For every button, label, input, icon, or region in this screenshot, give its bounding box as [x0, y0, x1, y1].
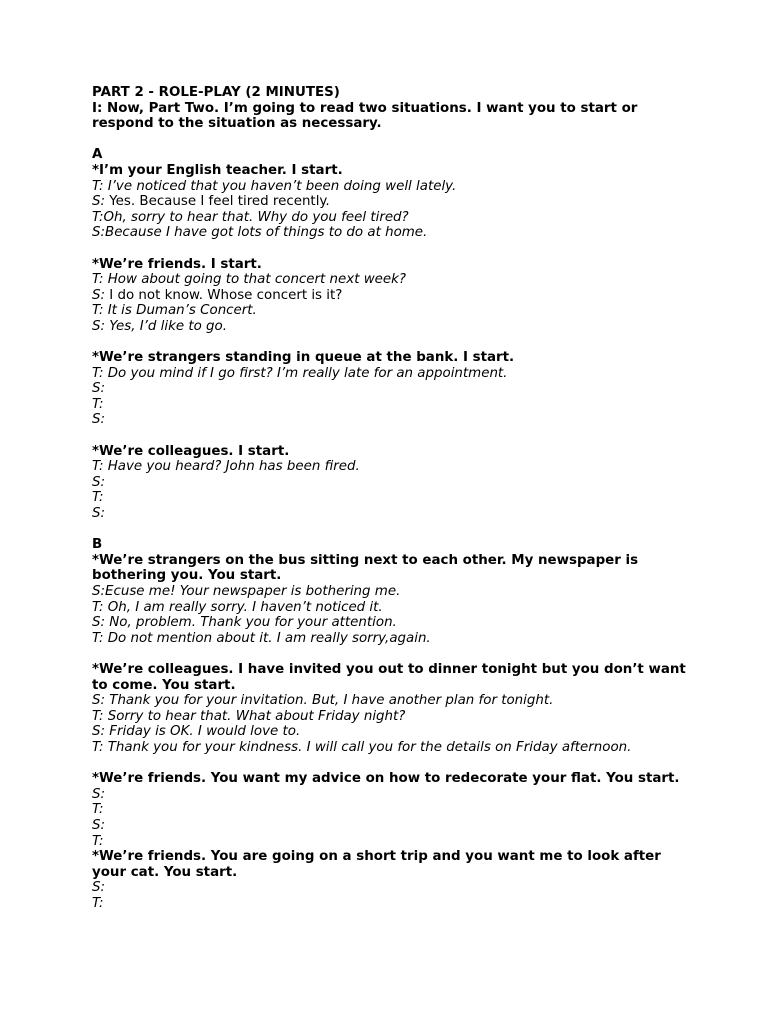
dialogue-line: S: [92, 817, 106, 833]
situation-a2-heading: *We’re friends. I start. [92, 256, 262, 272]
dialogue-line: S: Friday is OK. I would love to. [92, 724, 301, 740]
dialogue-line: T: [92, 895, 104, 911]
dialogue-line: T: Do you mind if I go first? I’m really late for an appointment. [92, 365, 508, 381]
dialogue-line [92, 319, 692, 335]
situation-b2-heading: *We’re colleagues. I have invited you out to dinner tonight but you don’t want to come. You start. [92, 661, 686, 693]
speaker-label: S: [92, 287, 106, 303]
dialogue-line: S: [92, 506, 106, 522]
spacer [92, 428, 692, 444]
dialogue-line: T: [92, 833, 104, 849]
instructions: I: Now, Part Two. I’m going to read two situations. I want you to start or respond to the situation as necessary. [92, 100, 638, 132]
situation-a1-heading: *I’m your English teacher. I start. [92, 162, 343, 178]
spacer [92, 522, 692, 538]
dialogue-line: S: [92, 381, 106, 397]
dialogue-line: S: [92, 880, 106, 896]
dialogue-line: T: Do not mention about it. I am really sorry,again. [92, 630, 431, 646]
dialogue-text: Yes. Because I feel tired recently. [105, 194, 330, 210]
spacer [92, 756, 692, 772]
dialogue-line: T:Oh, sorry to hear that. Why do you feel tired? [92, 209, 409, 225]
situation-b4-heading: *We’re friends. You are going on a short trip and you want me to look after your cat. You start. [92, 849, 661, 880]
dialogue-text: Yes, I’d like to go. [105, 318, 228, 334]
dialogue-text: I do not know. Whose concert is it? [105, 287, 343, 303]
dialogue-line: T: Have you heard? John has been fired. [92, 459, 360, 475]
section-a-label: A [92, 147, 103, 163]
dialogue-line: S: No, problem. Thank you for your attention. [92, 615, 397, 631]
spacer [92, 646, 692, 662]
dialogue-line: T: [92, 802, 104, 818]
part-title: PART 2 - ROLE-PLAY (2 MINUTES) [92, 85, 340, 100]
dialogue-line: S:Because I have got lots of things to do at home. [92, 225, 428, 241]
dialogue-line: S: [92, 474, 106, 490]
dialogue-line: T: Thank you for your kindness. I will call you for the details on Friday afternoon. [92, 739, 632, 755]
dialogue-line: T: [92, 490, 104, 506]
situation-b1-heading: *We’re strangers on the bus sitting next to each other. My newspaper is bothering you. You start. [92, 552, 639, 584]
dialogue-line: S: [92, 786, 106, 802]
situation-b3-heading: *We’re friends. You want my advice on how to redecorate your flat. You start. [92, 771, 680, 787]
situation-a3-heading: *We’re strangers standing in queue at the bank. I start. [92, 350, 515, 366]
dialogue-line [92, 194, 692, 210]
dialogue-line: S: [92, 412, 106, 428]
dialogue-line: S:Ecuse me! Your newspaper is bothering me. [92, 584, 401, 599]
situation-a4-heading: *We’re colleagues. I start. [92, 443, 290, 459]
dialogue-line: T: I’ve noticed that you haven’t been doing well lately. [92, 178, 457, 194]
dialogue-line: T: Sorry to hear that. What about Friday night? [92, 708, 406, 724]
dialogue-line [92, 288, 692, 304]
section-b-label: B [92, 537, 103, 553]
speaker-label: S: [92, 318, 106, 334]
document-page [92, 85, 692, 911]
dialogue-line: S: Thank you for your invitation. But, I have another plan for tonight. [92, 693, 554, 709]
dialogue-line: T: Oh, I am really sorry. I haven’t noticed it. [92, 599, 383, 615]
dialogue-line: T: How about going to that concert next week? [92, 272, 406, 288]
spacer [92, 132, 692, 148]
speaker-label: S: [92, 194, 106, 210]
dialogue-line: T: It is Duman’s Concert. [92, 303, 257, 319]
dialogue-line: T: [92, 396, 104, 412]
spacer [92, 335, 692, 351]
spacer [92, 241, 692, 257]
